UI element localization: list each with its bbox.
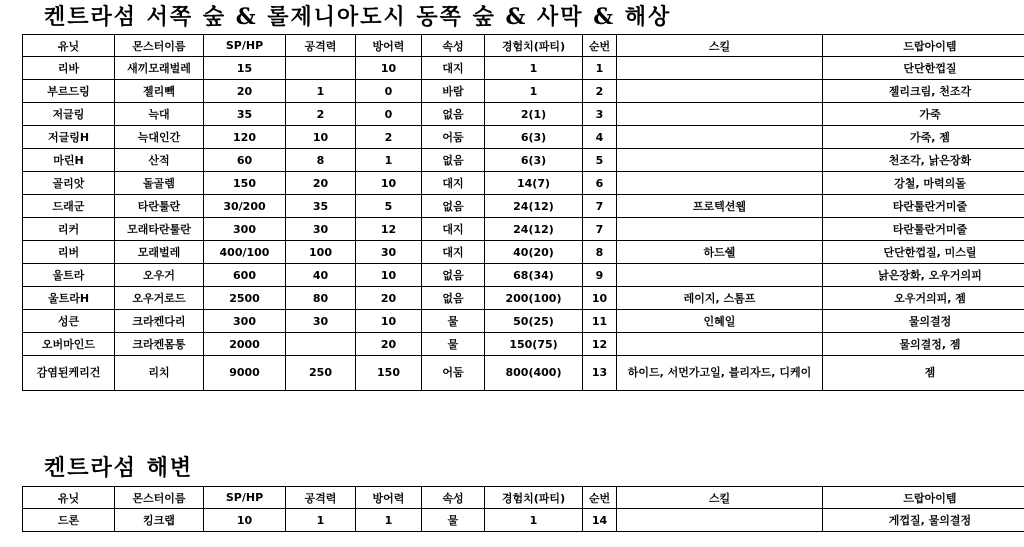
- table-row: [23, 218, 1024, 241]
- cell-unit: 부르드링: [23, 80, 115, 103]
- header-skill: 스킬: [617, 487, 823, 509]
- cell-sp-hp: 9000: [204, 356, 286, 391]
- cell-order: 14: [583, 509, 617, 532]
- cell-order: 13: [583, 356, 617, 391]
- table-row: [23, 195, 1024, 218]
- header-row: [23, 35, 1024, 57]
- cell-unit: 리바: [23, 57, 115, 80]
- cell-attribute: 어둠: [422, 356, 485, 391]
- cell-unit: 감염된케리건: [23, 356, 115, 391]
- cell-defense: 10: [356, 310, 422, 333]
- cell-attack: 10: [286, 126, 356, 149]
- cell-attack: 20: [286, 172, 356, 195]
- cell-attribute: 대지: [422, 57, 485, 80]
- cell-order: 4: [583, 126, 617, 149]
- cell-sp-hp: 120: [204, 126, 286, 149]
- header-attack: 공격력: [286, 35, 356, 57]
- cell-order: 10: [583, 287, 617, 310]
- cell-defense: 1: [356, 149, 422, 172]
- cell-monster-name: 돌골렘: [115, 172, 204, 195]
- cell-experience: 40(20): [485, 241, 583, 264]
- cell-attribute: 없음: [422, 149, 485, 172]
- cell-unit: 오버마인드: [23, 333, 115, 356]
- header-skill: 스킬: [617, 35, 823, 57]
- table-row: [23, 310, 1024, 333]
- cell-monster-name: 새끼모래벌레: [115, 57, 204, 80]
- cell-order: 3: [583, 103, 617, 126]
- cell-order: 8: [583, 241, 617, 264]
- cell-defense: 0: [356, 103, 422, 126]
- cell-attribute: 물: [422, 310, 485, 333]
- header-attack: 공격력: [286, 487, 356, 509]
- cell-order: 7: [583, 195, 617, 218]
- table-row: [23, 241, 1024, 264]
- cell-skill: [617, 149, 823, 172]
- cell-attribute: 대지: [422, 172, 485, 195]
- header-unit: 유닛: [23, 487, 115, 509]
- table-row: [23, 287, 1024, 310]
- header-order: 순번: [583, 35, 617, 57]
- cell-defense: 10: [356, 172, 422, 195]
- cell-attribute: 대지: [422, 241, 485, 264]
- cell-sp-hp: 400/100: [204, 241, 286, 264]
- cell-skill: [617, 509, 823, 532]
- cell-attack: [286, 333, 356, 356]
- cell-monster-name: 타란툴란: [115, 195, 204, 218]
- monster-table-beach: [22, 486, 1024, 532]
- cell-experience: 2(1): [485, 103, 583, 126]
- cell-experience: 6(3): [485, 149, 583, 172]
- cell-experience: 1: [485, 80, 583, 103]
- cell-defense: 20: [356, 287, 422, 310]
- cell-drop-item: 물의결정: [823, 310, 1024, 333]
- header-sp-hp: SP/HP: [204, 487, 286, 509]
- cell-unit: 저글링: [23, 103, 115, 126]
- cell-sp-hp: 60: [204, 149, 286, 172]
- cell-defense: 2: [356, 126, 422, 149]
- cell-monster-name: 늑대: [115, 103, 204, 126]
- cell-order: 12: [583, 333, 617, 356]
- header-drop-item: 드랍아이템: [823, 35, 1024, 57]
- table-row: [23, 356, 1024, 391]
- cell-monster-name: 늑대인간: [115, 126, 204, 149]
- table-row: [23, 264, 1024, 287]
- cell-attack: 30: [286, 218, 356, 241]
- table-row: [23, 103, 1024, 126]
- cell-attack: 35: [286, 195, 356, 218]
- cell-skill: 레이지, 스톰프: [617, 287, 823, 310]
- cell-attribute: 없음: [422, 195, 485, 218]
- cell-experience: 24(12): [485, 218, 583, 241]
- cell-sp-hp: 2000: [204, 333, 286, 356]
- cell-skill: [617, 126, 823, 149]
- cell-experience: 1: [485, 509, 583, 532]
- cell-skill: 하이드, 서먼가고일, 블리자드, 디케이: [617, 356, 823, 391]
- cell-sp-hp: 600: [204, 264, 286, 287]
- cell-defense: 150: [356, 356, 422, 391]
- cell-monster-name: 산적: [115, 149, 204, 172]
- cell-order: 1: [583, 57, 617, 80]
- cell-skill: [617, 57, 823, 80]
- cell-order: 6: [583, 172, 617, 195]
- cell-unit: 울트라H: [23, 287, 115, 310]
- cell-defense: 1: [356, 509, 422, 532]
- header-drop-item: 드랍아이템: [823, 487, 1024, 509]
- cell-drop-item: 단단한껍질, 미스릴: [823, 241, 1024, 264]
- cell-skill: 프로텍션웹: [617, 195, 823, 218]
- cell-experience: 24(12): [485, 195, 583, 218]
- cell-drop-item: 가죽, 젬: [823, 126, 1024, 149]
- header-experience: 경험치(파티): [485, 487, 583, 509]
- cell-attribute: 없음: [422, 287, 485, 310]
- cell-experience: 6(3): [485, 126, 583, 149]
- cell-attack: 2: [286, 103, 356, 126]
- header-order: 순번: [583, 487, 617, 509]
- cell-experience: 68(34): [485, 264, 583, 287]
- cell-experience: 50(25): [485, 310, 583, 333]
- cell-defense: 10: [356, 57, 422, 80]
- cell-defense: 20: [356, 333, 422, 356]
- cell-experience: 800(400): [485, 356, 583, 391]
- cell-skill: [617, 333, 823, 356]
- table-row: [23, 57, 1024, 80]
- cell-monster-name: 오우거로드: [115, 287, 204, 310]
- cell-attribute: 없음: [422, 103, 485, 126]
- cell-defense: 0: [356, 80, 422, 103]
- cell-drop-item: 천조각, 낡은장화: [823, 149, 1024, 172]
- cell-defense: 30: [356, 241, 422, 264]
- cell-sp-hp: 2500: [204, 287, 286, 310]
- cell-drop-item: 강철, 마력의돌: [823, 172, 1024, 195]
- cell-sp-hp: 10: [204, 509, 286, 532]
- cell-monster-name: 크라켄몸통: [115, 333, 204, 356]
- cell-skill: [617, 264, 823, 287]
- cell-drop-item: 타란툴란거미줄: [823, 218, 1024, 241]
- cell-skill: [617, 172, 823, 195]
- cell-unit: 성큰: [23, 310, 115, 333]
- cell-experience: 14(7): [485, 172, 583, 195]
- cell-monster-name: 모래타란툴란: [115, 218, 204, 241]
- cell-attribute: 대지: [422, 218, 485, 241]
- header-defense: 방어력: [356, 35, 422, 57]
- cell-monster-name: 리치: [115, 356, 204, 391]
- cell-sp-hp: 300: [204, 310, 286, 333]
- cell-unit: 드론: [23, 509, 115, 532]
- cell-skill: 인혜일: [617, 310, 823, 333]
- cell-attribute: 물: [422, 509, 485, 532]
- cell-attack: 1: [286, 509, 356, 532]
- cell-unit: 리커: [23, 218, 115, 241]
- table-row: [23, 149, 1024, 172]
- cell-drop-item: 단단한껍질: [823, 57, 1024, 80]
- cell-order: 5: [583, 149, 617, 172]
- cell-experience: 200(100): [485, 287, 583, 310]
- cell-monster-name: 오우거: [115, 264, 204, 287]
- header-unit: 유닛: [23, 35, 115, 57]
- cell-experience: 1: [485, 57, 583, 80]
- cell-skill: [617, 218, 823, 241]
- header-monster-name: 몬스터이름: [115, 35, 204, 57]
- cell-monster-name: 킹크랩: [115, 509, 204, 532]
- cell-skill: [617, 103, 823, 126]
- cell-attack: 250: [286, 356, 356, 391]
- cell-order: 2: [583, 80, 617, 103]
- cell-attack: 1: [286, 80, 356, 103]
- cell-monster-name: 모래벌레: [115, 241, 204, 264]
- cell-order: 9: [583, 264, 617, 287]
- cell-experience: 150(75): [485, 333, 583, 356]
- section-title-west-forest: 켄트라섬 서쪽 숲 & 롤제니아도시 동쪽 숲 & 사막 & 해상: [44, 4, 672, 30]
- cell-attribute: 바람: [422, 80, 485, 103]
- cell-sp-hp: 20: [204, 80, 286, 103]
- cell-attribute: 물: [422, 333, 485, 356]
- cell-skill: [617, 80, 823, 103]
- cell-monster-name: 크라켄다리: [115, 310, 204, 333]
- cell-defense: 5: [356, 195, 422, 218]
- monster-table-west-forest: [22, 34, 1024, 391]
- header-experience: 경험치(파티): [485, 35, 583, 57]
- cell-attack: 80: [286, 287, 356, 310]
- header-monster-name: 몬스터이름: [115, 487, 204, 509]
- cell-unit: 마린H: [23, 149, 115, 172]
- table-row: [23, 80, 1024, 103]
- cell-order: 7: [583, 218, 617, 241]
- cell-unit: 골리앗: [23, 172, 115, 195]
- cell-attack: 30: [286, 310, 356, 333]
- cell-attribute: 없음: [422, 264, 485, 287]
- header-attribute: 속성: [422, 35, 485, 57]
- table-row: [23, 509, 1024, 532]
- table-row: [23, 333, 1024, 356]
- cell-unit: 드래군: [23, 195, 115, 218]
- cell-attribute: 어둠: [422, 126, 485, 149]
- cell-drop-item: 젬: [823, 356, 1024, 391]
- cell-drop-item: 젤리크림, 천조각: [823, 80, 1024, 103]
- cell-unit: 저글링H: [23, 126, 115, 149]
- header-attribute: 속성: [422, 487, 485, 509]
- cell-unit: 리버: [23, 241, 115, 264]
- cell-attack: 8: [286, 149, 356, 172]
- cell-attack: 40: [286, 264, 356, 287]
- cell-drop-item: 오우거의피, 젬: [823, 287, 1024, 310]
- cell-defense: 12: [356, 218, 422, 241]
- cell-attack: 100: [286, 241, 356, 264]
- cell-sp-hp: 35: [204, 103, 286, 126]
- table-row: [23, 126, 1024, 149]
- header-row: [23, 487, 1024, 509]
- cell-sp-hp: 30/200: [204, 195, 286, 218]
- cell-sp-hp: 150: [204, 172, 286, 195]
- section-title-beach: 켄트라섬 해변: [44, 455, 194, 481]
- cell-order: 11: [583, 310, 617, 333]
- cell-drop-item: 낡은장화, 오우거의피: [823, 264, 1024, 287]
- cell-sp-hp: 15: [204, 57, 286, 80]
- table-row: [23, 172, 1024, 195]
- cell-defense: 10: [356, 264, 422, 287]
- cell-monster-name: 젤리빽: [115, 80, 204, 103]
- cell-skill: 하드쉘: [617, 241, 823, 264]
- cell-unit: 울트라: [23, 264, 115, 287]
- cell-sp-hp: 300: [204, 218, 286, 241]
- header-sp-hp: SP/HP: [204, 35, 286, 57]
- cell-attack: [286, 57, 356, 80]
- cell-drop-item: 타란툴란거미줄: [823, 195, 1024, 218]
- cell-drop-item: 물의결정, 젬: [823, 333, 1024, 356]
- cell-drop-item: 게껍질, 물의결정: [823, 509, 1024, 532]
- cell-drop-item: 가죽: [823, 103, 1024, 126]
- header-defense: 방어력: [356, 487, 422, 509]
